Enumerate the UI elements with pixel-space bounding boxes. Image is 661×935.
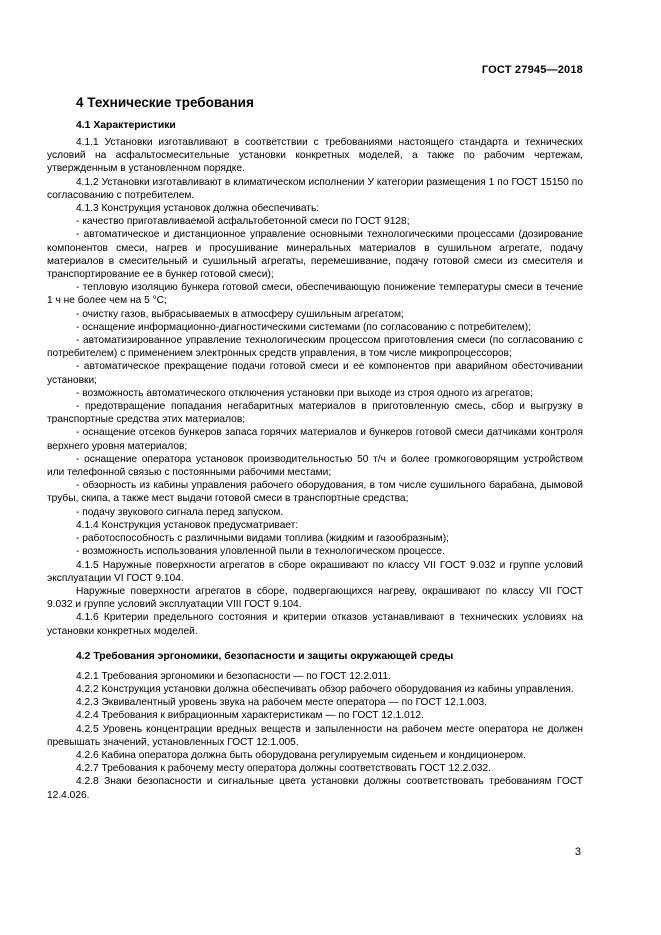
list-item: - подачу звукового сигнала перед запуском. [76, 506, 284, 518]
list-item: - оснащение информационно-диагностическими системами (по согласованию с потребителем); [76, 321, 532, 333]
list-item: - возможность автоматического отключения установки при выходе из строя одного из агрегатов; [76, 387, 534, 399]
page-number: 3 [574, 846, 581, 858]
paragraph: 4.2.5 Уровень концентрации вредных веществ и запыленности на рабочем месте оператора не должен превышать значений, установленных ГОСТ 12.1.005. [47, 723, 583, 748]
paragraph: 4.2.1 Требования эргономики и безопасности — по ГОСТ 12.2.011. [76, 670, 391, 682]
list-item: - качество приготавливаемой асфальтобетонной смеси по ГОСТ 9128; [76, 216, 410, 228]
list-item: - оснащение отсеков бункеров запаса горячих материалов и бункеров готовой смеси датчиками контроля верхнего уровня материалов; [47, 427, 583, 452]
list-item: - возможность использования уловленной пыли в технологическом процессе. [76, 546, 445, 558]
paragraph: 4.1.2 Установки изготавливают в климатическом исполнении У категории размещения 1 по ГОСТ 15150 по согласованию с потребителем. [47, 176, 583, 201]
paragraph: Наружные поверхности агрегатов в сборе, подвергающихся нагреву, окрашивают по классу VII ГОСТ 9.032 и группе условий эксплуатации VIII ГОСТ 9.104. [47, 585, 583, 611]
paragraph: 4.1.6 Критерии предельного состояния и критерии отказов устанавливают в технических условиях на установки конкретных моделей. [47, 612, 583, 637]
document-number: ГОСТ 27945—2018 [481, 64, 583, 76]
list-item: - очистку газов, выбрасываемых в атмосферу сушильным агрегатом; [76, 308, 404, 320]
list-item: - работоспособность с различными видами топлива (жидким и газообразным); [76, 533, 449, 545]
list-item: - обзорность из кабины управления рабочего оборудования, в том числе сушильного барабана, дымовой трубы, скипа, а также мест выдачи готовой смеси в транспортные средства; [47, 480, 583, 505]
subsection-title: 4.1 Характеристики [76, 120, 176, 131]
subsection-body [47, 136, 583, 638]
paragraph: 4.2.2 Конструкция установки должна обеспечивать обзор рабочего оборудования из кабины управления. [76, 683, 574, 695]
paragraph: 4.2.3 Эквивалентный уровень звука на рабочем месте оператора — по ГОСТ 12.1.003. [76, 697, 488, 709]
subsection-body [47, 670, 583, 802]
list-item: - автоматизированное управление технологическим процессом приготовления смеси (по согласованию с потребителем) с применением электронных средств управления, в том числе микропроцессоров; [47, 335, 583, 360]
list-item: - тепловую изоляцию бункера готовой смеси, обеспечивающую понижение температуры смеси в течение 1 ч не более чем на 5 °С; [47, 282, 583, 307]
list-item: - автоматическое и дистанционное управление основными технологическими процессами (дозирование компонентов смеси, нагрев и просушивание минеральных материалов в сушильном агрегате, подачу материалов в смесительный и сушильный агрегаты, перемешивание, подачу готовой смеси из смесителя и транспортирование ее в бункер готовой смеси); [47, 229, 583, 281]
list-item: - оснащение оператора установок производительностью 50 т/ч и более громкоговорящим устройством или телефонной связью с постоянными рабочими местами; [47, 453, 583, 479]
paragraph: 4.2.6 Кабина оператора должна быть оборудована регулируемым сиденьем и кондиционером. [76, 749, 526, 761]
paragraph: 4.1.1 Установки изготавливают в соответствии с требованиями настоящего стандарта и технических условий на асфальтосмесительные установки конкретных моделей, а также по рабочим чертежам, утвержденным в установленном порядке. [47, 137, 583, 175]
paragraph: 4.1.3 Конструкция установок должна обеспечивать: [76, 203, 320, 215]
paragraph: 4.2.7 Требования к рабочему месту оператора должны соответствовать ГОСТ 12.2.032. [76, 763, 491, 775]
list-item: - предотвращение попадания негабаритных материалов в приготовленную смесь, сбор и выгрузку в транспортные средства этих материалов; [47, 401, 583, 426]
subsection-title: 4.2 Требования эргономики, безопасности и защиты окружающей среды [76, 650, 454, 662]
paragraph: 4.2.4 Требования к вибрационным характеристикам — по ГОСТ 12.1.012. [76, 710, 424, 722]
section-title: 4 Технические требования [76, 95, 254, 110]
paragraph: 4.1.4 Конструкция установок предусматривает: [76, 519, 299, 531]
paragraph: 4.2.8 Знаки безопасности и сигнальные цвета установки должны соответствовать требованиям ГОСТ 12.4.026. [47, 776, 583, 801]
paragraph: 4.1.5 Наружные поверхности агрегатов в сборе окрашивают по классу VII ГОСТ 9.032 и группе условий эксплуатации VI ГОСТ 9.104. [47, 559, 583, 584]
document-body [47, 94, 583, 802]
list-item: - автоматическое прекращение подачи готовой смеси и ее компонентов при аварийном обесточивании установки; [47, 361, 583, 386]
